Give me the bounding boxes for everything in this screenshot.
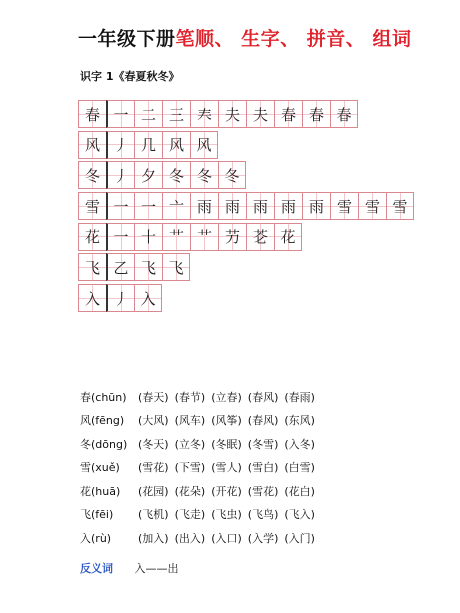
stroke-step: 丿 <box>106 161 134 189</box>
stroke-step: 丿 <box>106 131 134 159</box>
word-head: 冬(dōng) <box>80 437 128 451</box>
title-part-stroke-order: 笔顺、 <box>175 28 235 50</box>
word-item: (立春) <box>211 390 242 404</box>
stroke-step: 艹 <box>190 223 218 251</box>
stroke-step: 风 <box>162 131 190 159</box>
stroke-step: 雨 <box>218 192 246 220</box>
word-item: (出入) <box>174 531 206 545</box>
word-item: (春风) <box>247 414 279 428</box>
word-item: (入门) <box>284 531 315 545</box>
stroke-row <box>78 223 414 251</box>
stroke-row <box>78 100 414 128</box>
stroke-step: 几 <box>134 131 162 159</box>
stroke-step: 春 <box>274 100 302 128</box>
stroke-step: 冬 <box>162 161 190 189</box>
word-item: (东风) <box>284 414 315 428</box>
word-list <box>80 385 321 550</box>
antonym-label: 反义词 <box>80 562 113 575</box>
stroke-row <box>78 161 414 189</box>
stroke-step: 一 <box>134 192 162 220</box>
stroke-step: 十 <box>134 223 162 251</box>
word-row <box>80 503 321 527</box>
stroke-step: 𡗗 <box>190 100 218 128</box>
word-item: (入学) <box>247 531 279 545</box>
word-row <box>80 409 321 433</box>
stroke-step: 夫 <box>218 100 246 128</box>
word-item: (雪花) <box>247 484 279 498</box>
stroke-step: 一 <box>106 192 134 220</box>
word-item: (雪花) <box>138 461 169 475</box>
word-item: (花朵) <box>174 484 206 498</box>
word-head: 春(chūn) <box>80 390 127 404</box>
stroke-step: 春 <box>302 100 330 128</box>
word-item: (立冬) <box>174 437 206 451</box>
word-item: (入口) <box>211 531 242 545</box>
stroke-step: 飞 <box>162 253 190 281</box>
stroke-row-char: 入 <box>78 284 106 312</box>
stroke-step: 芀 <box>218 223 246 251</box>
stroke-row <box>78 284 414 312</box>
antonym-section <box>80 560 179 576</box>
stroke-step: 三 <box>162 100 190 128</box>
word-item: (飞虫) <box>211 508 242 522</box>
stroke-step: 雨 <box>274 192 302 220</box>
stroke-step: 艹 <box>162 223 190 251</box>
stroke-step: 雨 <box>302 192 330 220</box>
word-item: (大风) <box>138 414 169 428</box>
word-item: (入冬) <box>284 437 315 451</box>
word-item: (冬雪) <box>247 437 279 451</box>
stroke-step: 风 <box>190 131 218 159</box>
stroke-step: 冬 <box>218 161 246 189</box>
word-row <box>80 385 321 409</box>
stroke-step: 春 <box>330 100 358 128</box>
stroke-step: 雨 <box>246 192 274 220</box>
stroke-step: 雨 <box>190 192 218 220</box>
title-part-pinyin: 拼音、 <box>306 28 366 50</box>
stroke-step: 雪 <box>386 192 414 220</box>
word-item: (飞机) <box>138 508 169 522</box>
word-item: (花园) <box>138 484 169 498</box>
word-item: (雪白) <box>247 461 279 475</box>
word-item: (飞入) <box>284 508 315 522</box>
title-part-grade: 一年级下册 <box>78 28 176 50</box>
stroke-step: 夕 <box>134 161 162 189</box>
stroke-step: 芲 <box>246 223 274 251</box>
stroke-step: 丿 <box>106 284 134 312</box>
word-item: (风车) <box>174 414 206 428</box>
word-item: (春雨) <box>284 390 315 404</box>
stroke-order-grid <box>78 100 414 315</box>
stroke-row-char: 花 <box>78 223 106 251</box>
stroke-row-char: 风 <box>78 131 106 159</box>
stroke-step: 冬 <box>190 161 218 189</box>
word-head: 风(fēng) <box>80 414 125 428</box>
word-item: (风筝) <box>211 414 242 428</box>
page-title <box>78 24 411 51</box>
stroke-row-char: 雪 <box>78 192 106 220</box>
stroke-row-char: 冬 <box>78 161 106 189</box>
word-item: (春节) <box>174 390 206 404</box>
word-item: (飞走) <box>174 508 206 522</box>
word-item: (冬天) <box>138 437 169 451</box>
stroke-step: 亠 <box>162 192 190 220</box>
word-item: (雪人) <box>211 461 242 475</box>
word-row <box>80 526 321 550</box>
lesson-subtitle: 识字 1《春夏秋冬》 <box>80 70 180 83</box>
word-row <box>80 432 321 456</box>
word-item: (春天) <box>138 390 169 404</box>
word-head: 雪(xuě) <box>80 461 120 475</box>
stroke-step: 二 <box>134 100 162 128</box>
stroke-step: 一 <box>106 100 134 128</box>
stroke-row-char: 春 <box>78 100 106 128</box>
title-part-new-chars: 生字、 <box>241 28 300 50</box>
stroke-step: 乙 <box>106 253 134 281</box>
word-item: (白雪) <box>284 461 315 475</box>
stroke-row <box>78 192 414 220</box>
stroke-step: 夫 <box>246 100 274 128</box>
stroke-step: 花 <box>274 223 302 251</box>
word-item: (飞鸟) <box>247 508 279 522</box>
stroke-step: 一 <box>106 223 134 251</box>
stroke-step: 雪 <box>358 192 386 220</box>
word-row <box>80 456 321 480</box>
stroke-row <box>78 131 414 159</box>
stroke-row <box>78 253 414 281</box>
word-item: (春风) <box>247 390 279 404</box>
stroke-step: 飞 <box>134 253 162 281</box>
word-row <box>80 479 321 503</box>
word-item: (花白) <box>284 484 315 498</box>
antonym-value: 入——出 <box>134 562 179 575</box>
word-head: 入(rù) <box>80 531 112 545</box>
title-part-words: 组词 <box>372 28 412 50</box>
word-item: (开花) <box>211 484 242 498</box>
stroke-step: 雪 <box>330 192 358 220</box>
word-head: 花(huā) <box>80 484 121 498</box>
word-item: (加入) <box>138 531 169 545</box>
stroke-row-char: 飞 <box>78 253 106 281</box>
word-head: 飞(fēi) <box>80 508 114 522</box>
stroke-step: 入 <box>134 284 162 312</box>
word-item: (下雪) <box>174 461 206 475</box>
word-item: (冬眠) <box>211 437 242 451</box>
